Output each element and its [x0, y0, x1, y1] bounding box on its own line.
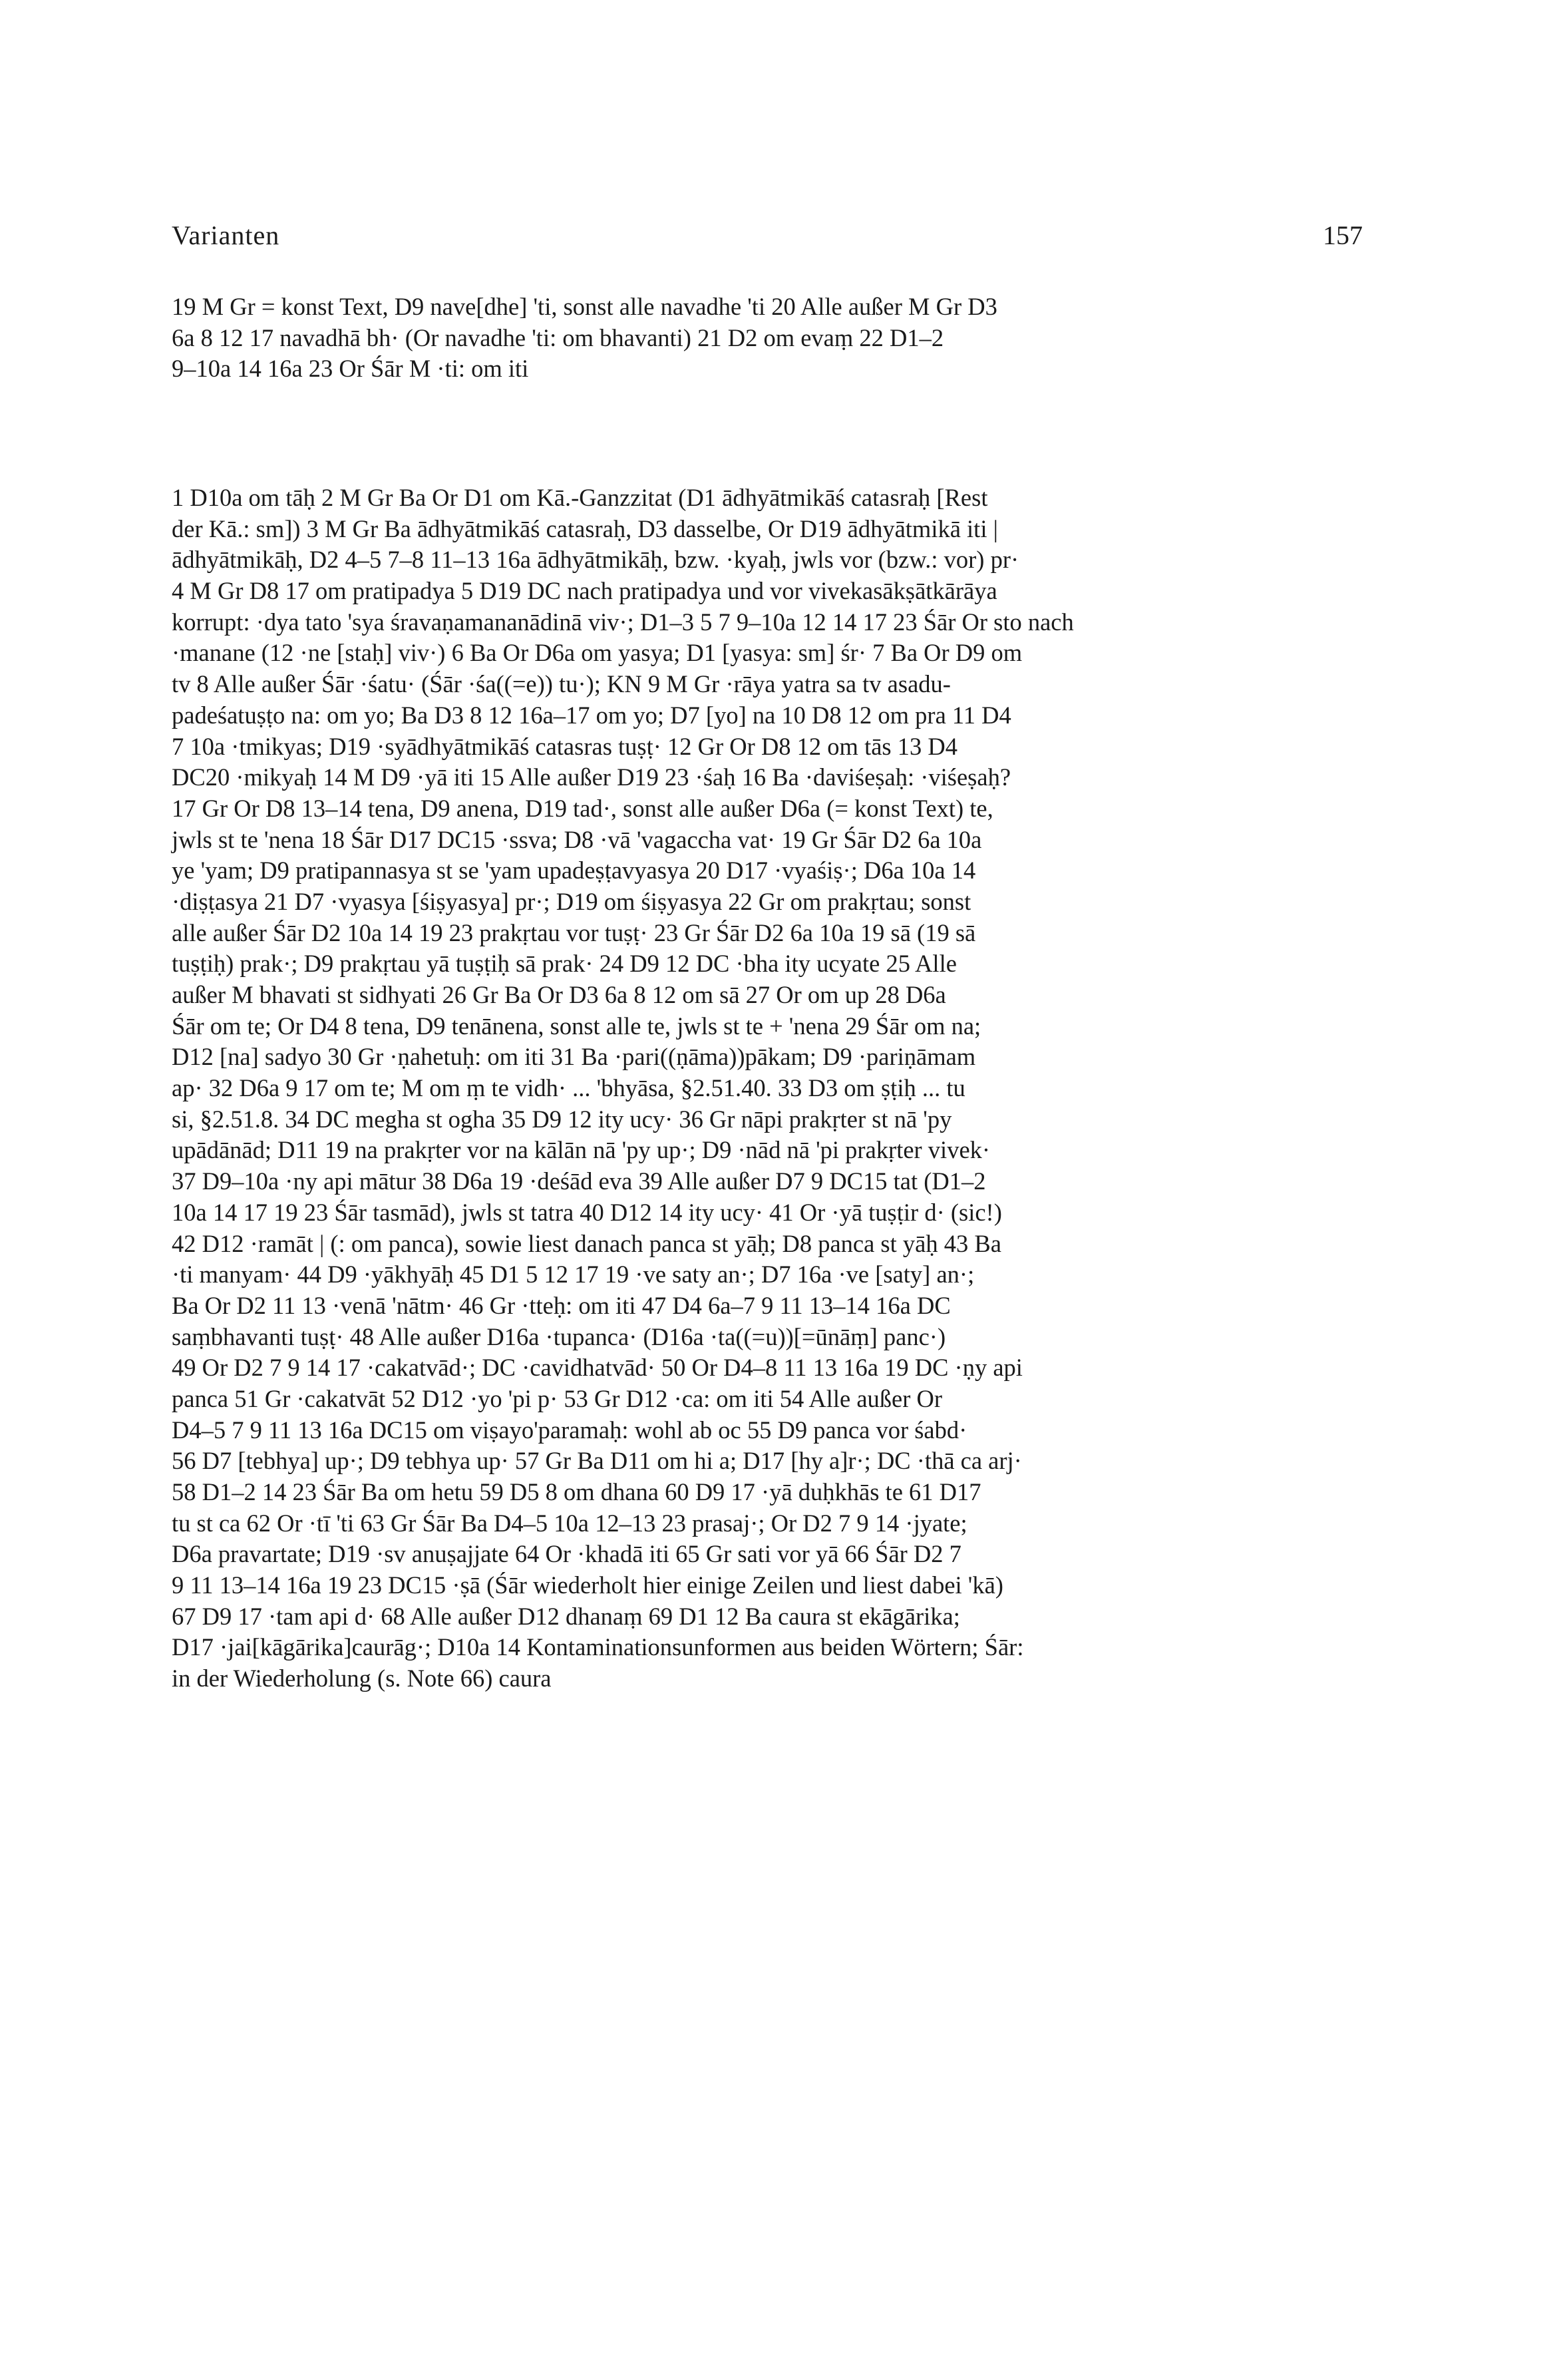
apparatus-line: 42 D12 ·ramāt | (: om panca), sowie liest danach panca st yāḥ; D8 panca st yāḥ 43 Ba	[172, 1229, 1001, 1257]
apparatus-line: padeśatuṣṭo na: om yo; Ba D3 8 12 16a–17 om yo; D7 [yo] na 10 D8 12 om pra 11 D4	[172, 701, 1011, 729]
apparatus-line: panca 51 Gr ·cakatvāt 52 D12 ·yo 'pi p· 53 Gr D12 ·ca: om iti 54 Alle außer Or	[172, 1384, 943, 1412]
apparatus-line: D12 [na] sadyo 30 Gr ·ṇahetuḥ: om iti 31 Ba ·pari((ṇāma))pākam; D9 ·pariṇāmam	[172, 1043, 976, 1071]
apparatus-line: 9–10a 14 16a 23 Or Śār M ·ti: om iti	[172, 355, 529, 383]
apparatus-line: saṃbhavanti tuṣṭ· 48 Alle außer D16a ·tupanca· (D16a ·ta((=u))[=ūnāṃ] panc·)	[172, 1322, 946, 1350]
page-header	[172, 220, 1363, 260]
apparatus-line: korrupt: ·dya tato 'sya śravaṇamananādinā viv·; D1–3 5 7 9–10a 12 14 17 23 Śār Or sto nach	[172, 608, 1074, 636]
apparatus-line: tv 8 Alle außer Śār ·śatu· (Śār ·śa((=e)) tu·); KN 9 M Gr ·rāya yatra sa tv asadu-	[172, 670, 951, 698]
apparatus-line: 19 M Gr = konst Text, D9 nave[dhe] 'ti, sonst alle navadhe 'ti 20 Alle außer M Gr D3	[172, 293, 997, 320]
apparatus-line: si, §2.51.8. 34 DC megha st ogha 35 D9 12 ity ucy· 36 Gr nāpi prakṛter st nā 'py	[172, 1105, 952, 1133]
apparatus-line: alle außer Śār D2 10a 14 19 23 prakṛtau vor tuṣṭ· 23 Gr Śār D2 6a 10a 19 sā (19 sā	[172, 918, 976, 946]
apparatus-line: 17 Gr Or D8 13–14 tena, D9 anena, D19 tad·, sonst alle außer D6a (= konst Text) te,	[172, 794, 993, 822]
apparatus-line: ·diṣṭasya 21 D7 ·vyasya [śiṣyasya] pr·; D19 om śiṣyasya 22 Gr om prakṛtau; sonst	[172, 887, 971, 915]
apparatus-line: upādānād; D11 19 na prakṛter vor na kālān nā 'py up·; D9 ·nād nā 'pi prakṛter vivek·	[172, 1136, 991, 1164]
apparatus-line: 1 D10a om tāḥ 2 M Gr Ba Or D1 om Kā.-Ganzzitat (D1 ādhyātmikāś catasraḥ [Rest	[172, 484, 988, 511]
apparatus-line: 56 D7 [tebhya] up·; D9 tebhya up· 57 Gr Ba D11 om hi a; D17 [hy a]r·; DC ·thā ca arj·	[172, 1447, 1022, 1475]
apparatus-line: D17 ·jai[kāgārika]caurāg·; D10a 14 Kontaminationsunformen aus beiden Wörtern; Śār:	[172, 1633, 1024, 1661]
page-number: 157	[1323, 220, 1363, 250]
apparatus-line: der Kā.: sm]) 3 M Gr Ba ādhyātmikāś catasraḥ, D3 dasselbe, Or D19 ādhyātmikā iti |	[172, 514, 998, 542]
apparatus-line: 10a 14 17 19 23 Śār tasmād), jwls st tatra 40 D12 14 ity ucy· 41 Or ·yā tuṣṭir d· (sic!)	[172, 1198, 1002, 1226]
apparatus-line: 6a 8 12 17 navadhā bh· (Or navadhe 'ti: om bhavanti) 21 D2 om evaṃ 22 D1–2	[172, 323, 944, 351]
running-head: Varianten	[172, 220, 280, 250]
apparatus-line: tu st ca 62 Or ·tī 'ti 63 Gr Śār Ba D4–5 10a 12–13 23 prasaj·; Or D2 7 9 14 ·jyate;	[172, 1509, 967, 1537]
apparatus-line: außer M bhavati st sidhyati 26 Gr Ba Or D3 6a 8 12 om sā 27 Or om up 28 D6a	[172, 981, 946, 1008]
apparatus-line: Śār om te; Or D4 8 tena, D9 tenānena, sonst alle te, jwls st te + 'nena 29 Śār om na;	[172, 1012, 981, 1040]
apparatus-main	[172, 483, 1375, 1694]
apparatus-line: ap· 32 D6a 9 17 om te; M om ṃ te vidh· ... 'bhyāsa, §2.51.40. 33 D3 om ṣṭiḥ ... tu	[172, 1074, 965, 1102]
apparatus-line: 7 10a ·tmikyas; D19 ·syādhyātmikāś catasras tuṣṭ· 12 Gr Or D8 12 om tās 13 D4	[172, 732, 957, 760]
apparatus-line: 4 M Gr D8 17 om pratipadya 5 D19 DC nach pratipadya und vor vivekasākṣātkārāya	[172, 577, 997, 605]
apparatus-line: 37 D9–10a ·ny api mātur 38 D6a 19 ·deśād eva 39 Alle außer D7 9 DC15 tat (D1–2	[172, 1167, 986, 1195]
apparatus-line: ādhyātmikāḥ, D2 4–5 7–8 11–13 16a ādhyātmikāḥ, bzw. ·kyaḥ, jwls vor (bzw.: vor) pr·	[172, 546, 1019, 574]
apparatus-line: 49 Or D2 7 9 14 17 ·cakatvād·; DC ·cavidhatvād· 50 Or D4–8 11 13 16a 19 DC ·ṇy api	[172, 1354, 1023, 1382]
apparatus-line: 67 D9 17 ·tam api d· 68 Alle außer D12 dhanaṃ 69 D1 12 Ba caura st ekāgārika;	[172, 1602, 960, 1630]
apparatus-line: jwls st te 'nena 18 Śār D17 DC15 ·ssva; D8 ·vā 'vagaccha vat· 19 Gr Śār D2 6a 10a	[172, 825, 982, 853]
apparatus-line: Ba Or D2 11 13 ·venā 'nātm· 46 Gr ·tteḥ: om iti 47 D4 6a–7 9 11 13–14 16a DC	[172, 1291, 951, 1319]
apparatus-top	[172, 292, 1375, 385]
apparatus-line: D6a pravartate; D19 ·sv anuṣajjate 64 Or ·khadā iti 65 Gr sati vor yā 66 Śār D2 7	[172, 1540, 961, 1568]
apparatus-line: in der Wiederholung (s. Note 66) caura	[172, 1665, 552, 1692]
apparatus-line: ·ti manyam· 44 D9 ·yākhyāḥ 45 D1 5 12 17 19 ·ve saty an·; D7 16a ·ve [saty] an·;	[172, 1261, 975, 1289]
apparatus-line: ye 'yam; D9 pratipannasya st se 'yam upadeṣṭavyasya 20 D17 ·vyaśiṣ·; D6a 10a 14	[172, 857, 976, 885]
apparatus-line: DC20 ·mikyaḥ 14 M D9 ·yā iti 15 Alle außer D19 23 ·śaḥ 16 Ba ·daviśeṣaḥ: ·viśeṣaḥ?	[172, 763, 1011, 791]
apparatus-line: D4–5 7 9 11 13 16a DC15 om viṣayo'paramaḥ: wohl ab oc 55 D9 panca vor śabd·	[172, 1416, 967, 1444]
apparatus-line: tuṣṭiḥ) prak·; D9 prakṛtau yā tuṣṭiḥ sā prak· 24 D9 12 DC ·bha ity ucyate 25 Alle	[172, 950, 957, 978]
apparatus-line: ·manane (12 ·ne [staḥ] viv·) 6 Ba Or D6a om yasya; D1 [yasya: sm] śr· 7 Ba Or D9 om	[172, 639, 1023, 667]
apparatus-line: 58 D1–2 14 23 Śār Ba om hetu 59 D5 8 om dhana 60 D9 17 ·yā duḥkhās te 61 D17	[172, 1478, 981, 1505]
apparatus-line: 9 11 13–14 16a 19 23 DC15 ·ṣā (Śār wiederholt hier einige Zeilen und liest dabei 'kā)	[172, 1571, 1003, 1599]
